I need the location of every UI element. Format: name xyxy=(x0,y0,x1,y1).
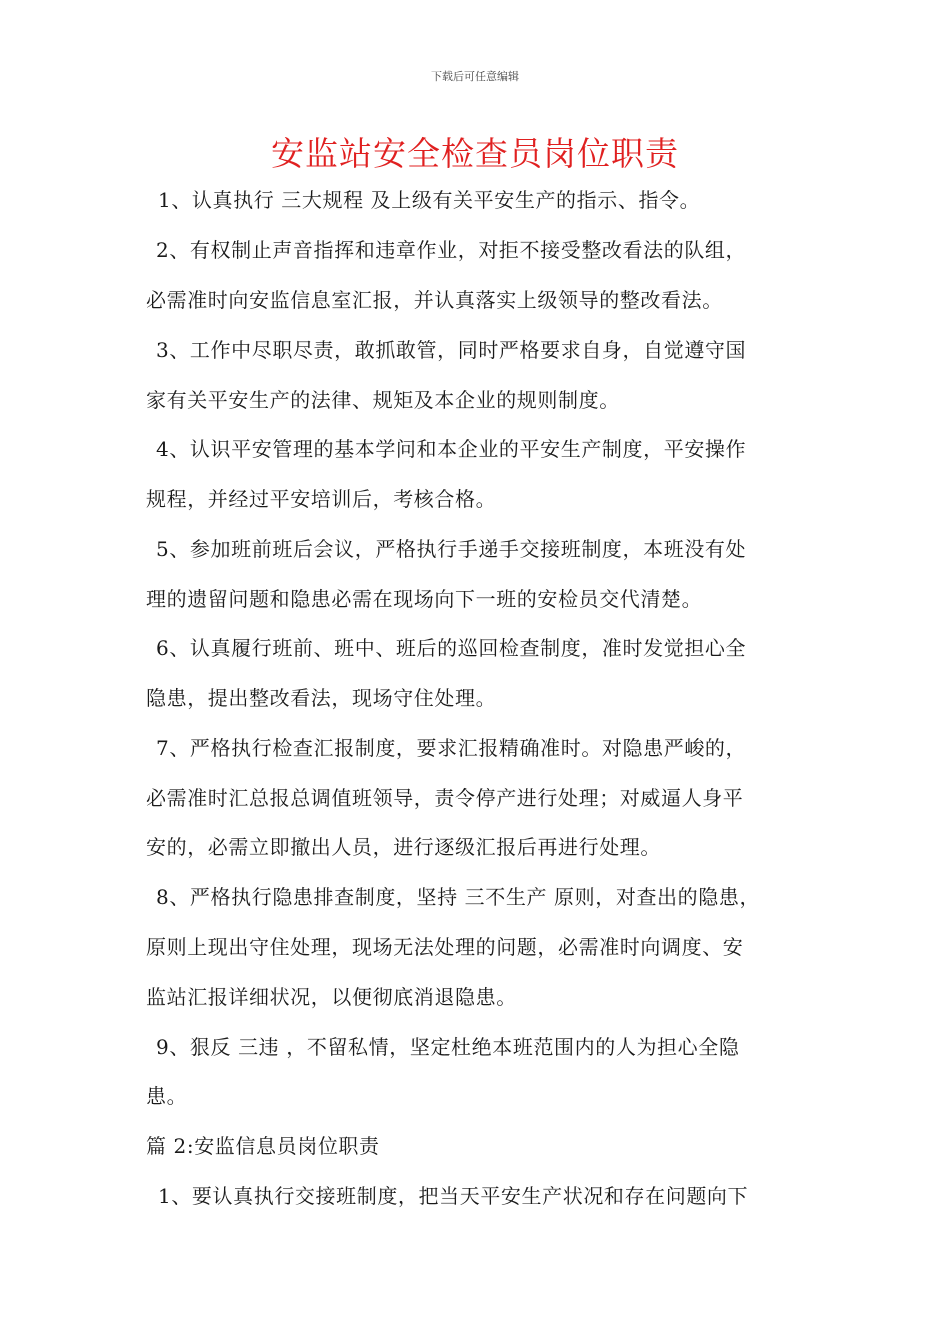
paragraph-line: 7、严格执行检查汇报制度，要求汇报精确准时。对隐患严峻的， xyxy=(156,736,747,760)
paragraph-line: 必需准时汇总报总调值班领导，责令停产进行处理；对威逼人身平 xyxy=(146,786,744,810)
paragraph-line: 规程，并经过平安培训后，考核合格。 xyxy=(146,487,497,511)
paragraph-line: 2、有权制止声音指挥和违章作业，对拒不接受整改看法的队组， xyxy=(156,238,747,262)
paragraph-line: 8、严格执行隐患排查制度，坚持 三不生产 原则，对查出的隐患， xyxy=(156,885,761,909)
paragraph-line: 4、认识平安管理的基本学问和本企业的平安生产制度，平安操作 xyxy=(156,437,747,461)
paragraph-line: 家有关平安生产的法律、规矩及本企业的规则制度。 xyxy=(146,388,620,412)
paragraph-line: 6、认真履行班前、班中、班后的巡回检查制度，准时发觉担心全 xyxy=(156,636,747,660)
paragraph-line: 1、要认真执行交接班制度，把当天平安生产状况和存在问题向下 xyxy=(158,1184,749,1208)
paragraph-line: 5、参加班前班后会议，严格执行手递手交接班制度，本班没有处 xyxy=(156,537,747,561)
paragraph-line: 理的遗留问题和隐患必需在现场向下一班的安检员交代清楚。 xyxy=(146,587,703,611)
paragraph-line: 9、狠反 三违 ，不留私情，坚定杜绝本班范围内的人为担心全隐 xyxy=(156,1035,740,1059)
page-header-note: 下载后可任意编辑 xyxy=(431,70,519,83)
paragraph-line: 患。 xyxy=(146,1084,188,1108)
paragraph-line: 必需准时向安监信息室汇报，并认真落实上级领导的整改看法。 xyxy=(146,288,723,312)
section-heading: 篇 2:安监信息员岗位职责 xyxy=(146,1134,380,1158)
paragraph-line: 安的，必需立即撤出人员，进行逐级汇报后再进行处理。 xyxy=(146,835,661,859)
paragraph-line: 1、认真执行 三大规程 及上级有关平安生产的指示、指令。 xyxy=(158,188,701,212)
paragraph-line: 3、工作中尽职尽责，敢抓敢管，同时严格要求自身，自觉遵守国 xyxy=(156,338,747,362)
paragraph-line: 隐患，提出整改看法，现场守住处理。 xyxy=(146,686,497,710)
document-title: 安监站安全检查员岗位职责 xyxy=(271,134,679,173)
paragraph-line: 监站汇报详细状况，以便彻底消退隐患。 xyxy=(146,985,517,1009)
paragraph-line: 原则上现出守住处理，现场无法处理的问题，必需准时向调度、安 xyxy=(146,935,744,959)
